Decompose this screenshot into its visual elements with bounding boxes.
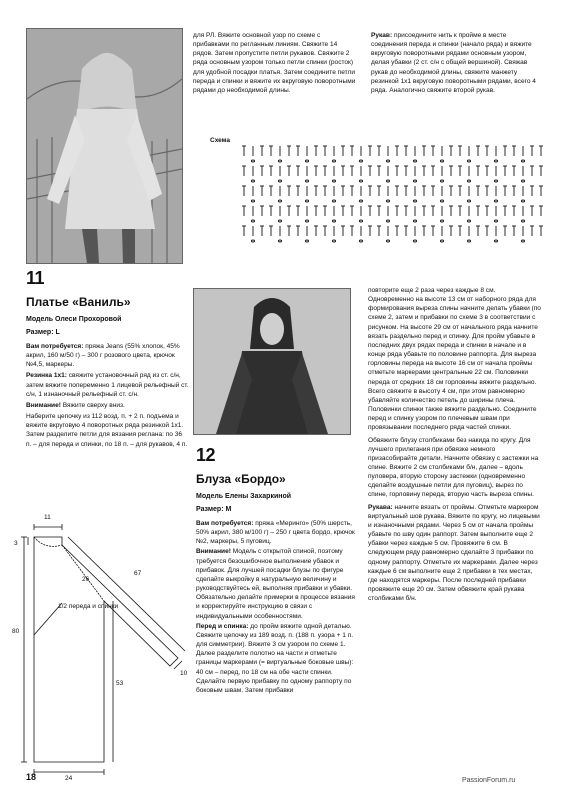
- chart-chain: [305, 240, 308, 242]
- chart-chain: [251, 200, 254, 202]
- chart-chain: [305, 220, 308, 222]
- continued-text: повторите еще 2 раза через каждые 8 см. Одновременно на высоте 13 см от наборного ряда для формирования выреза спины начните делать убавки (по схеме 2, затем и прибавки по схеме 3 в соответствии с рисунком. На высоте 29 см от начального ряда начните вязать раздельно перед и спинку. Для пройм убавьте в последних двух рядах переда и спинки в начале и в конце ряда убавьте по половине раппорта. Для выреза горловины переда на высоте 16 см от начала проймы отметьте маркерами центральные 22 см. Половинки переда от средних 18 см горловины вяжите раздельно. Всего свяжите в высоту 4 см, при этом равномерно убавляйте количество петель до ширины плеча. Половинки спинки также вяжите раздельно. Соедините перед и спинку узором по плечевым швам при провязывании последнего ряда частей спинки.: [368, 287, 541, 432]
- chart-chain: [278, 180, 281, 182]
- chart-chain: [440, 220, 443, 222]
- model-11-instructions-cont: для РЛ. Вяжите основной узор по схеме с прибавками по регланным линиям. Свяжите 14 рядов. Затем пропустите петли рукавов. Свяжите 2 ряда основным узором только петли спинки (росток) для удобной посадки платья. Затем соедините петли переда и спинки и вяжите их вкруговую поворотными рядами до необходимой длины.: [193, 32, 356, 94]
- chart-chain: [440, 200, 443, 202]
- chart-chain: [467, 240, 470, 242]
- dim-label-hem: 24: [65, 775, 73, 780]
- dim-label-length: 80: [12, 628, 20, 635]
- page-number: 18: [26, 772, 37, 782]
- chart-chain: [467, 180, 470, 182]
- chart-chain: [521, 200, 524, 202]
- chart-chain: [386, 240, 389, 242]
- edging-text: Обвяжите блузу столбиками без накида по кругу. Для лучшего прилегания при обвязке немного призасобирайте детали. Начните обвязку с застежки на спине. Вяжите 2 см столбиками б/н, далее – вдоль пуловера, вторую сторону застежки (одновременно сделайте воздушные петли для пуговиц), вырез по спине, горловину переда, вторую часть выреза спины.: [368, 436, 539, 499]
- model-11-body: [26, 342, 189, 449]
- model-11-sleeve-instructions: [371, 31, 541, 95]
- chart-chain: [332, 160, 335, 162]
- chart-chain: [305, 200, 308, 202]
- materials-text: пряжа Jeans (55% хлопок, 45% акрил, 160 м/50 г) – 300 г розового цвета, крючок №4,5, маркеры.: [26, 343, 180, 369]
- attention-text-12: Модель с открытой спиной, поэтому требуется безошибочное выполнение убавок и прибавок. Для лучшей посадки блузы по фигуре сделайте выкройку в натуральную величину и руководствуйтесь ей, выполняя прибавки и убавки. Обязательно делайте примерки в процессе вязания и корректируйте инструкцию в связи с индивидуальными особенностями.: [196, 548, 355, 620]
- front-back-heading: Перед и спинка:: [196, 622, 249, 630]
- model-12-size: [196, 506, 231, 513]
- chart-chain: [386, 220, 389, 222]
- chart-chain: [386, 180, 389, 182]
- chart-chain: [413, 180, 416, 182]
- chart-chain: [386, 200, 389, 202]
- chart-chain: [251, 220, 254, 222]
- size-label: Размер:: [26, 329, 54, 336]
- dim-label-shoulder: 3: [14, 540, 18, 547]
- chart-chain: [494, 180, 497, 182]
- model-12-photo: [193, 288, 351, 435]
- rib-heading: Резинка 1x1:: [26, 372, 67, 380]
- chart-chain: [278, 240, 281, 242]
- chart-chain: [467, 200, 470, 202]
- chart-chain: [494, 200, 497, 202]
- chart-chain: [278, 200, 281, 202]
- chart-chain: [440, 240, 443, 242]
- model-11-photo: [26, 28, 183, 264]
- chart-chain: [494, 220, 497, 222]
- model-11-photo-art: [27, 29, 182, 263]
- sleeves-text: начните вязать от проймы. Отметьте маркером виртуальный шов рукава. Вяжите по кругу, но лицевыми и изнаночными рядами. Через 5 см от начала проймы убавьте по шву один раппорт. Затем выполните еще 2 убавки через каждые 5 см. Провяжите 6 см. В следующем ряду равномерно сделайте 3 прибавки по одному раппорту. Отметьте их маркерами. Далее через каждые 6 см выполните еще 2 прибавки в тех местах, где находятся маркеры. После последней прибавки провяжите еще 20 см. Затем обвяжите край рукава столбиками б/н.: [368, 503, 540, 603]
- chart-chain: [305, 160, 308, 162]
- dim-label-body: 53: [116, 680, 124, 687]
- chart-chain: [440, 180, 443, 182]
- sleeves-heading: Рукава:: [368, 503, 393, 511]
- chart-chain: [413, 160, 416, 162]
- chart-chain: [251, 180, 254, 182]
- chart-chain: [413, 200, 416, 202]
- chart-chain: [359, 180, 362, 182]
- scheme-label: Схема: [210, 137, 231, 144]
- model-12-author: Модель Елены Захаркиной: [196, 493, 292, 500]
- chart-chain: [359, 160, 362, 162]
- chart-chain: [278, 160, 281, 162]
- materials-text-12: пряжа «Меринго» (50% шерсть, 50% акрил, 380 м/100 г) – 250 г цвета бордо, крючок №2, маркеры, 5 пуговиц.: [196, 520, 355, 546]
- attention-heading: Внимание!: [26, 401, 61, 409]
- chart-chain: [332, 240, 335, 242]
- chart-chain: [413, 240, 416, 242]
- chart-chain: [359, 240, 362, 242]
- model-12-continued: [368, 286, 542, 603]
- materials-heading-12: Вам потребуется:: [196, 520, 254, 527]
- model-12-photo-art: [194, 289, 350, 434]
- size-value: L: [55, 329, 60, 336]
- front-back-text: до пройм вяжите одной деталью. Свяжите цепочку из 189 возд. п. (188 п. узора + 1 п. для симметрии). Вяжите 3 см узором по схеме 1. Далее разделите полотно на части и отметьте границы маркерами (= виртуальные боковые швы): 40 см – перед, по 18 см на обе части спинки. Сделайте первую прибавку по одному раппорту по боковым швам. Затем прибавки: [196, 622, 354, 694]
- chart-chain: [332, 180, 335, 182]
- model-12-body: [196, 519, 359, 695]
- chart-chain: [521, 220, 524, 222]
- model-12-number: 12: [196, 445, 216, 465]
- chart-chain: [359, 220, 362, 222]
- chart-chain: [251, 240, 254, 242]
- chart-chain: [359, 200, 362, 202]
- chart-chain: [494, 160, 497, 162]
- attention-text: Вяжите сверху вниз.: [60, 401, 125, 409]
- rib-text: свяжите установочный ряд из ст. с/н, затем вяжите попеременно 1 лицевой рельефный ст. с/н, 1 изнаночный рельефный ст. с/н.: [26, 372, 189, 398]
- dim-label-raglan: 26: [82, 576, 90, 583]
- crochet-chart: [240, 140, 546, 245]
- chart-chain: [251, 160, 254, 162]
- chart-chain: [413, 220, 416, 222]
- materials-heading: Вам потребуется:: [26, 343, 84, 350]
- model-12-title: Блуза «Бордо»: [196, 472, 286, 486]
- sleeve-text: присоедините нить к пройме в месте соединения переда и спинки (начало ряда) и вяжите вкруговую поворотными рядами основным узором, делая убавки (2 ст. с/н с общей вершиной). Свяжав рукав до необходимой длины, свяжите манжету резинкой 1x1 вкруговую поворотными рядами, всего 4 ряда. Аналогично свяжите второй рукав.: [371, 32, 536, 94]
- dim-label-sleeve: 67: [134, 570, 142, 577]
- chart-chain: [467, 160, 470, 162]
- chart-chain: [305, 180, 308, 182]
- dim-label-half: 1/2 переда и спинки: [58, 603, 119, 610]
- model-11-title: Платье «Ваниль»: [26, 295, 131, 309]
- dim-label-cuff: 10: [180, 670, 188, 677]
- attention-heading-12: Внимание!: [196, 548, 231, 556]
- dim-label-top: 11: [44, 514, 51, 521]
- chart-chain: [521, 240, 524, 242]
- model-11-author: Модель Олеси Прохоровой: [26, 316, 122, 323]
- watermark: PassionForum.ru: [462, 777, 516, 784]
- sleeve-heading: Рукав:: [371, 32, 393, 39]
- model-11-size: [26, 329, 60, 336]
- chart-chain: [332, 220, 335, 222]
- chart-chain: [521, 180, 524, 182]
- size-label-12: Размер:: [196, 506, 224, 513]
- start-text: Наберите цепочку из 112 возд. п. + 2 п. подъема и вяжите вкруговую 4 поворотных ряда резинкой 1x1. Затем разделите петли для вязания реглана: по 36 п. – для переда и спинки, по 18 п. – для рукавов, 4 п.: [26, 413, 188, 448]
- chart-chain: [467, 220, 470, 222]
- chart-chain: [386, 160, 389, 162]
- chart-chain: [278, 220, 281, 222]
- size-value-12: M: [225, 506, 232, 513]
- dress-schematic: [10, 505, 195, 780]
- model-11-number: 11: [26, 268, 45, 288]
- chart-chain: [521, 160, 524, 162]
- chart-chain: [440, 160, 443, 162]
- chart-chain: [494, 240, 497, 242]
- chart-chain: [332, 200, 335, 202]
